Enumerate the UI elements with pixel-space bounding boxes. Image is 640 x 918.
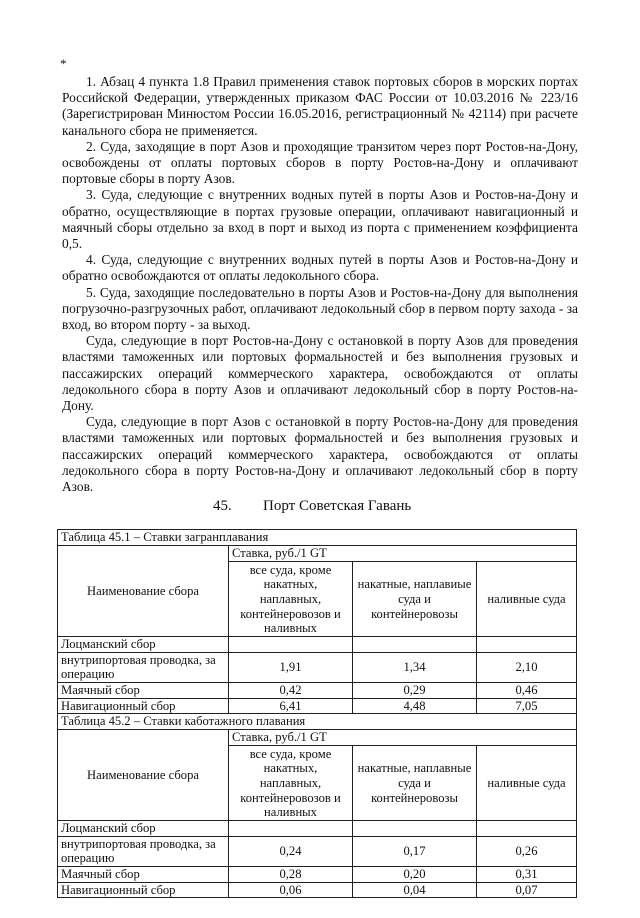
paragraph: Суда, следующие в порт Азов с остановкой в порту Ростов-на-Дону для проведения властями таможенных или портовых формальностей и без выполнения грузовых и пассажирских операций коммерческого характера, освобождаются от оплаты ледокольного сбора в порту Ростов-на-Дону и оплачивают ледокольный сбор в порту Азов. xyxy=(62,414,578,495)
section-number: 45. xyxy=(213,498,232,515)
table-row xyxy=(58,867,577,883)
fee-name: Навигационный сбор xyxy=(58,882,229,898)
table-row xyxy=(58,698,577,714)
paragraph: Суда, следующие в порт Ростов-на-Дону с остановкой в порту Азов для проведения властями таможенных или портовых формальностей и без выполнения грузовых и пассажирских операций коммерческого характера, освобождаются от оплаты ледокольного сбора в порту Азов и оплачивают ледокольный сбор в порту Ростов-на-Дону. xyxy=(62,333,578,414)
rate-value: 0,04 xyxy=(353,882,477,898)
paragraph: 5. Суда, заходящие последовательно в порты Азов и Ростов-на-Дону для выполнения погрузочно-разгрузочных работ, оплачивают ледокольный сбор в первом порту захода - за вход, во втором порту - за выход. xyxy=(62,284,578,333)
rate-value: 1,91 xyxy=(229,652,353,682)
column-header-fee-name: Наименование сбора xyxy=(58,730,229,821)
rate-value: 0,20 xyxy=(353,867,477,883)
body-text xyxy=(62,74,578,495)
table-title: Таблица 45.1 – Ставки загранплавания xyxy=(58,530,577,546)
column-header: накатные, наплавные суда и контейнеровозы xyxy=(353,746,477,821)
empty-cell xyxy=(229,637,353,653)
rate-header: Ставка, руб./1 GT xyxy=(229,546,577,562)
rate-value: 4,48 xyxy=(353,698,477,714)
paragraph: 3. Суда, следующие с внутренних водных путей в порты Азов и Ростов-на-Дону и обратно, осуществляющие в портах грузовые операции, оплачивают навигационный и маячный сборы отдельно за вход в порт и выход из порта с применением коэффициента 0,5. xyxy=(62,187,578,252)
rate-value: 0,29 xyxy=(353,683,477,699)
empty-cell xyxy=(229,821,353,837)
paragraph: 4. Суда, следующие с внутренних водных путей в порты Азов и Ростов-на-Дону и обратно освобождаются от оплаты ледокольного сбора. xyxy=(62,252,578,284)
fee-name: внутрипортовая проводка, за операцию xyxy=(58,652,229,682)
rate-value: 6,41 xyxy=(229,698,353,714)
rate-value: 0,31 xyxy=(477,867,577,883)
column-header: накатные, наплавиые суда и контейнеровозы xyxy=(353,562,477,637)
rate-value: 7,05 xyxy=(477,698,577,714)
fee-name: внутрипортовая проводка, за операцию xyxy=(58,836,229,866)
rate-value: 0,42 xyxy=(229,683,353,699)
table-row xyxy=(58,652,577,682)
column-header: все суда, кроме накатных, наплавных, контейнеровозов и наливных xyxy=(229,562,353,637)
section-title: Порт Советская Гавань xyxy=(263,498,412,515)
paragraph: 1. Абзац 4 пункта 1.8 Правил применения ставок портовых сборов в морских портах Российской Федерации, утвержденных приказом ФАС России от 10.03.2016 № 223/16 (Зарегистрирован Минюстом России 16.05.2016, регистрационный № 42114) при расчете канального сбора не применяется. xyxy=(62,74,578,138)
rate-value: 2,10 xyxy=(477,652,577,682)
rate-value: 0,24 xyxy=(229,836,353,866)
empty-cell xyxy=(353,821,477,837)
fee-name: Маячный сбор xyxy=(58,683,229,699)
rates-table xyxy=(57,529,577,898)
column-header: наливные суда xyxy=(477,746,577,821)
paragraph: 2. Суда, заходящие в порт Азов и проходящие транзитом через порт Ростов-на-Дону, освобождены от оплаты портовых сборов в порту Ростов-на-Дону и оплачивают портовые сборы в порту Азов. xyxy=(62,138,578,187)
rate-value: 0,17 xyxy=(353,836,477,866)
table-row xyxy=(58,882,577,898)
rate-header: Ставка, руб./1 GT xyxy=(229,730,577,746)
group-row-label: Лоцманский сбор xyxy=(58,821,229,837)
fee-name: Навигационный сбор xyxy=(58,698,229,714)
rate-value: 0,28 xyxy=(229,867,353,883)
rate-value: 0,46 xyxy=(477,683,577,699)
empty-cell xyxy=(353,637,477,653)
rate-value: 0,07 xyxy=(477,882,577,898)
column-header-fee-name: Наименование сбора xyxy=(58,546,229,637)
asterisk-marker: * xyxy=(60,56,67,71)
table-title: Таблица 45.2 – Ставки каботажного плавания xyxy=(58,714,577,730)
table-row xyxy=(58,683,577,699)
group-row-label: Лоцманский сбор xyxy=(58,637,229,653)
rate-value: 0,06 xyxy=(229,882,353,898)
section-heading xyxy=(213,497,640,515)
empty-cell xyxy=(477,821,577,837)
rate-value: 1,34 xyxy=(353,652,477,682)
fee-name: Маячный сбор xyxy=(58,867,229,883)
column-header: наливные суда xyxy=(477,562,577,637)
column-header: все суда, кроме накатных, наплавных, контейнеровозов и наливных xyxy=(229,746,353,821)
rate-value: 0,26 xyxy=(477,836,577,866)
table-row xyxy=(58,836,577,866)
empty-cell xyxy=(477,637,577,653)
